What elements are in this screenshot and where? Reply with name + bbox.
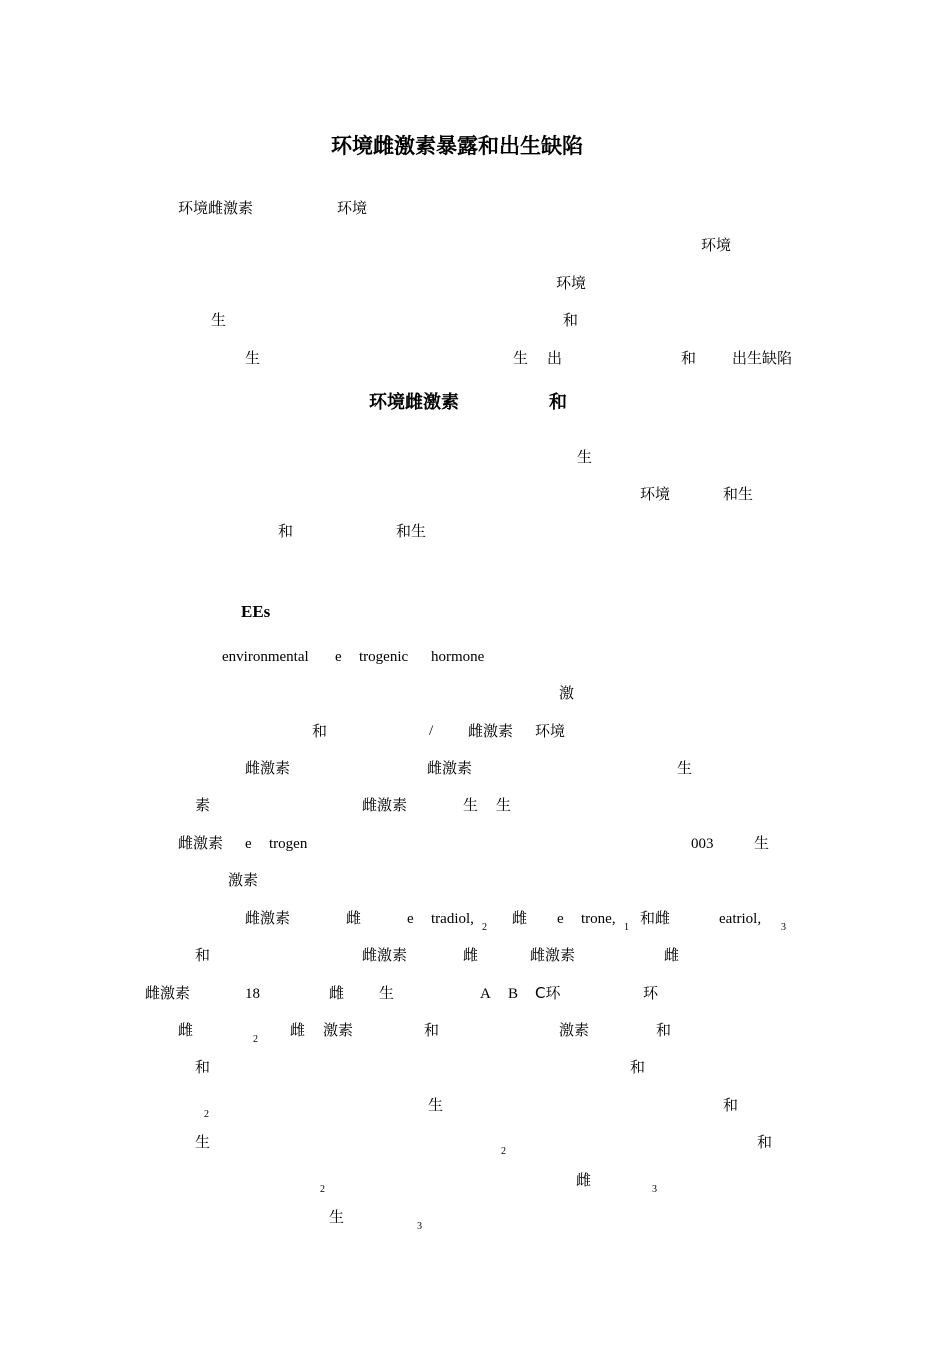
text-fragment: 和 [723,1096,739,1114]
text-fragment: 生 [754,834,770,852]
text-fragment: 环境 [701,236,732,254]
text-fragment: 雌激素 [427,759,473,777]
text-fragment: 出 [547,349,563,367]
text-fragment: 雌激素 [245,909,291,927]
text-fragment: 雌激素 [530,946,576,964]
text-fragment: 和 [630,1058,646,1076]
subscript: 2 [501,1146,506,1157]
section-heading-suffix: 和 [549,392,567,413]
text-fragment: 和 [681,349,697,367]
subscript: 2 [253,1034,258,1045]
text-fragment: B [508,986,519,1002]
text-fragment: 环境 [535,722,566,740]
text-fragment: 生 [496,796,512,814]
text-fragment: 雌激素 [362,946,408,964]
text-fragment: e [245,836,252,852]
text-fragment: 雌 [512,909,528,927]
text-fragment: 和 [195,946,211,964]
text-fragment: 003 [691,836,714,852]
subscript: 3 [781,922,786,933]
text-fragment: 雌 [329,984,345,1002]
text-fragment: 18 [245,986,260,1002]
text-fragment: 和 [656,1021,672,1039]
text-fragment: 环境 [556,274,587,292]
text-fragment: hormone [431,649,485,665]
text-fragment: 环 [643,984,659,1002]
subscript: 3 [652,1184,657,1195]
text-fragment: 生 [428,1096,444,1114]
subscript: 1 [624,922,629,933]
text-fragment: 雌激素 [362,796,408,814]
text-fragment: 和 [757,1133,773,1151]
text-fragment: e [557,911,564,927]
text-fragment: 生 [677,759,693,777]
subsection-heading: EEs [241,602,271,621]
text-fragment: 激素 [228,871,259,889]
text-fragment: 雌激素 [245,759,291,777]
text-fragment: 激素 [323,1021,354,1039]
text-fragment: 雌激素 [145,984,191,1002]
text-fragment: trone, [581,911,616,927]
text-fragment: A [480,986,491,1002]
text-fragment: 和生 [396,522,427,540]
text-fragment: / [429,723,434,739]
text-fragment: 生 [463,796,479,814]
text-fragment: 出生缺陷 [732,349,793,367]
text-fragment: 激 [559,684,575,702]
text-fragment: e [407,911,414,927]
text-fragment: 生 [577,448,593,466]
text-fragment: 环境雌激素 [178,199,254,217]
subscript: 3 [417,1221,422,1232]
text-fragment: C环 [535,984,561,1002]
text-fragment: 激素 [559,1021,590,1039]
text-fragment: 和 [312,722,328,740]
text-fragment: trogen [269,836,308,852]
text-fragment: 和生 [723,485,754,503]
subscript: 2 [482,922,487,933]
text-fragment: tradiol, [431,911,474,927]
text-fragment: 素 [195,796,211,814]
text-fragment: 生 [211,311,227,329]
text-fragment: 雌 [576,1171,592,1189]
text-fragment: 雌 [664,946,680,964]
document-title: 环境雌激素暴露和出生缺陷 [331,134,583,158]
text-fragment: 生 [329,1208,345,1226]
text-fragment: 雌激素 [178,834,224,852]
text-fragment: 生 [245,349,261,367]
text-fragment: 和 [563,311,579,329]
text-fragment: 生 [195,1133,211,1151]
text-fragment: 雌激素 [468,722,514,740]
text-fragment: 和 [195,1058,211,1076]
text-fragment: 雌 [346,909,362,927]
text-fragment: trogenic [359,649,409,665]
text-fragment: 和 [424,1021,440,1039]
text-fragment: 环境 [640,485,671,503]
subscript: 2 [204,1109,209,1120]
text-fragment: 和 [278,522,294,540]
text-fragment: e [335,649,342,665]
section-heading: 环境雌激素 [369,392,459,413]
text-fragment: eatriol, [719,911,762,927]
text-fragment: 和雌 [640,909,671,927]
text-fragment: 雌 [178,1021,194,1039]
text-fragment: environmental [222,649,309,665]
text-fragment: 环境 [337,199,368,217]
text-fragment: 雌 [463,946,479,964]
subscript: 2 [320,1184,325,1195]
text-fragment: 雌 [290,1021,306,1039]
text-fragment: 生 [513,349,529,367]
text-fragment: 生 [379,984,395,1002]
